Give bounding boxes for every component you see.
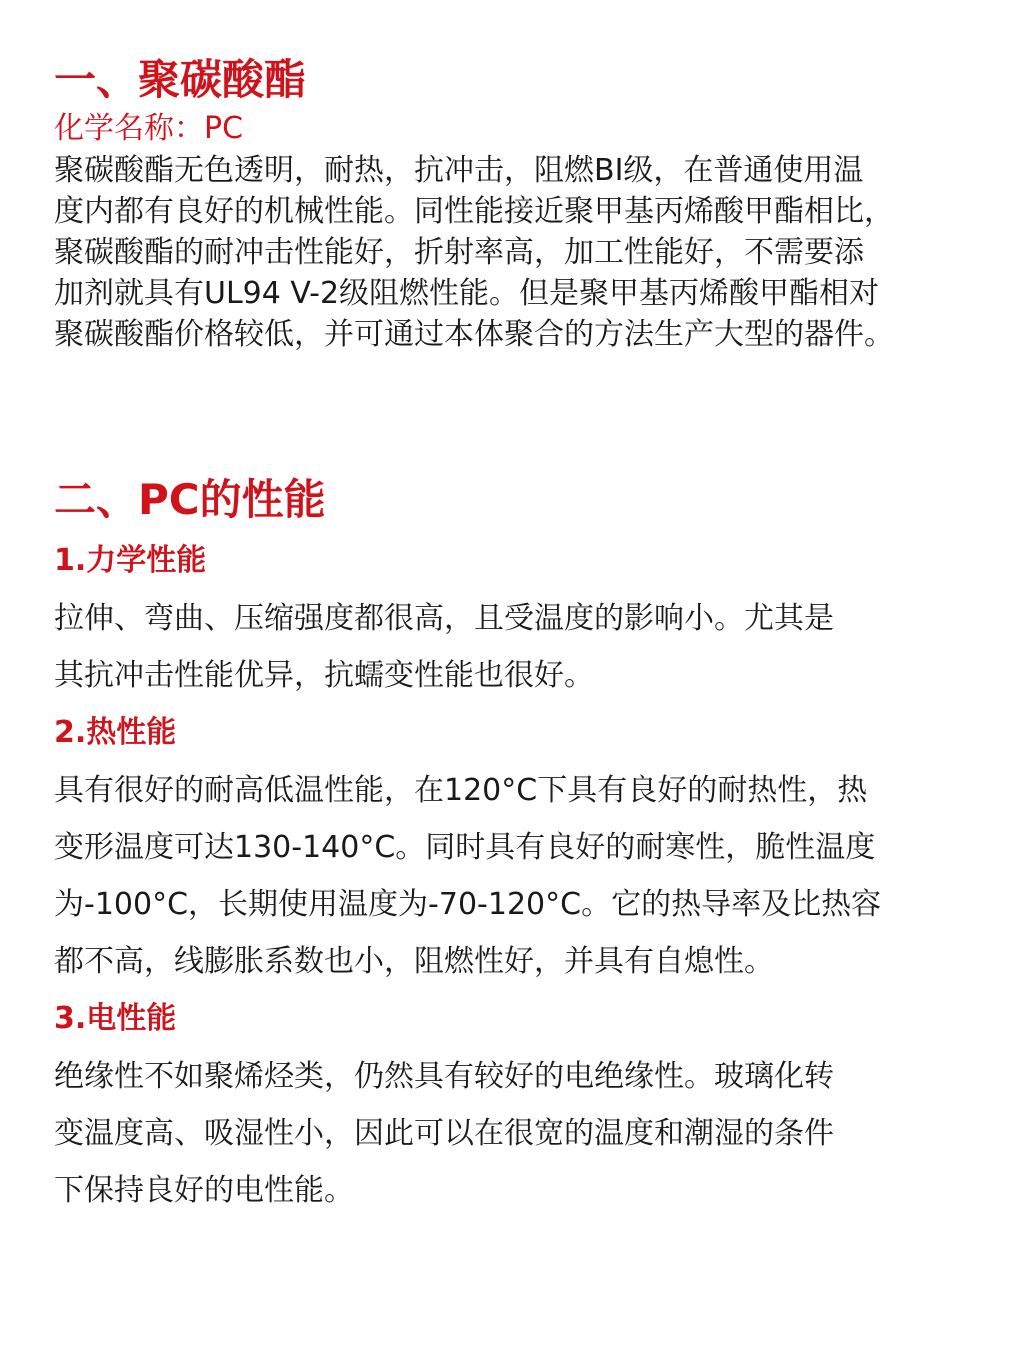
section1-paragraph bbox=[54, 150, 1004, 355]
item-body-electrical bbox=[54, 1048, 984, 1219]
paragraph-line: 其抗冲击性能优异，抗蠕变性能也很好。 bbox=[54, 658, 594, 693]
paragraph-line: 变温度高、吸湿性小，因此可以在很宽的温度和潮湿的条件 bbox=[54, 1116, 834, 1151]
item-heading-thermal: 2.热性能 bbox=[54, 715, 177, 750]
item-heading-electrical: 3.电性能 bbox=[54, 1001, 177, 1036]
section1-subtitle: 化学名称：PC bbox=[54, 111, 244, 146]
paragraph-line: 绝缘性不如聚烯烃类，仍然具有较好的电绝缘性。玻璃化转 bbox=[54, 1059, 834, 1094]
paragraph-line: 度内都有良好的机械性能。同性能接近聚甲基丙烯酸甲酯相比， bbox=[54, 194, 894, 229]
paragraph-line: 下保持良好的电性能。 bbox=[54, 1173, 354, 1208]
paragraph-line: 聚碳酸酯无色透明，耐热，抗冲击，阻燃BI级，在普通使用温 bbox=[54, 153, 864, 188]
paragraph-line: 聚碳酸酯的耐冲击性能好，折射率高，加工性能好，不需要添 bbox=[54, 235, 864, 270]
paragraph-line: 都不高，线膨胀系数也小，阻燃性好，并具有自熄性。 bbox=[54, 944, 774, 979]
section1-title: 一、聚碳酸酯 bbox=[54, 55, 307, 104]
paragraph-line: 加剂就具有UL94 V-2级阻燃性能。但是聚甲基丙烯酸甲酯相对 bbox=[54, 276, 880, 311]
paragraph-line: 拉伸、弯曲、压缩强度都很高，且受温度的影响小。尤其是 bbox=[54, 601, 834, 636]
item-body-thermal bbox=[54, 762, 984, 990]
paragraph-line: 具有很好的耐高低温性能，在120°C下具有良好的耐热性，热 bbox=[54, 773, 868, 808]
item-body-mechanical bbox=[54, 590, 984, 704]
paragraph-line: 为-100°C，长期使用温度为-70-120°C。它的热导率及比热容 bbox=[54, 887, 882, 922]
paragraph-line: 聚碳酸酯价格较低，并可通过本体聚合的方法生产大型的器件。 bbox=[54, 317, 894, 352]
section2-title: 二、PC的性能 bbox=[54, 475, 326, 524]
paragraph-line: 变形温度可达130-140°C。同时具有良好的耐寒性，脆性温度 bbox=[54, 830, 876, 865]
item-heading-mechanical: 1.力学性能 bbox=[54, 543, 207, 578]
